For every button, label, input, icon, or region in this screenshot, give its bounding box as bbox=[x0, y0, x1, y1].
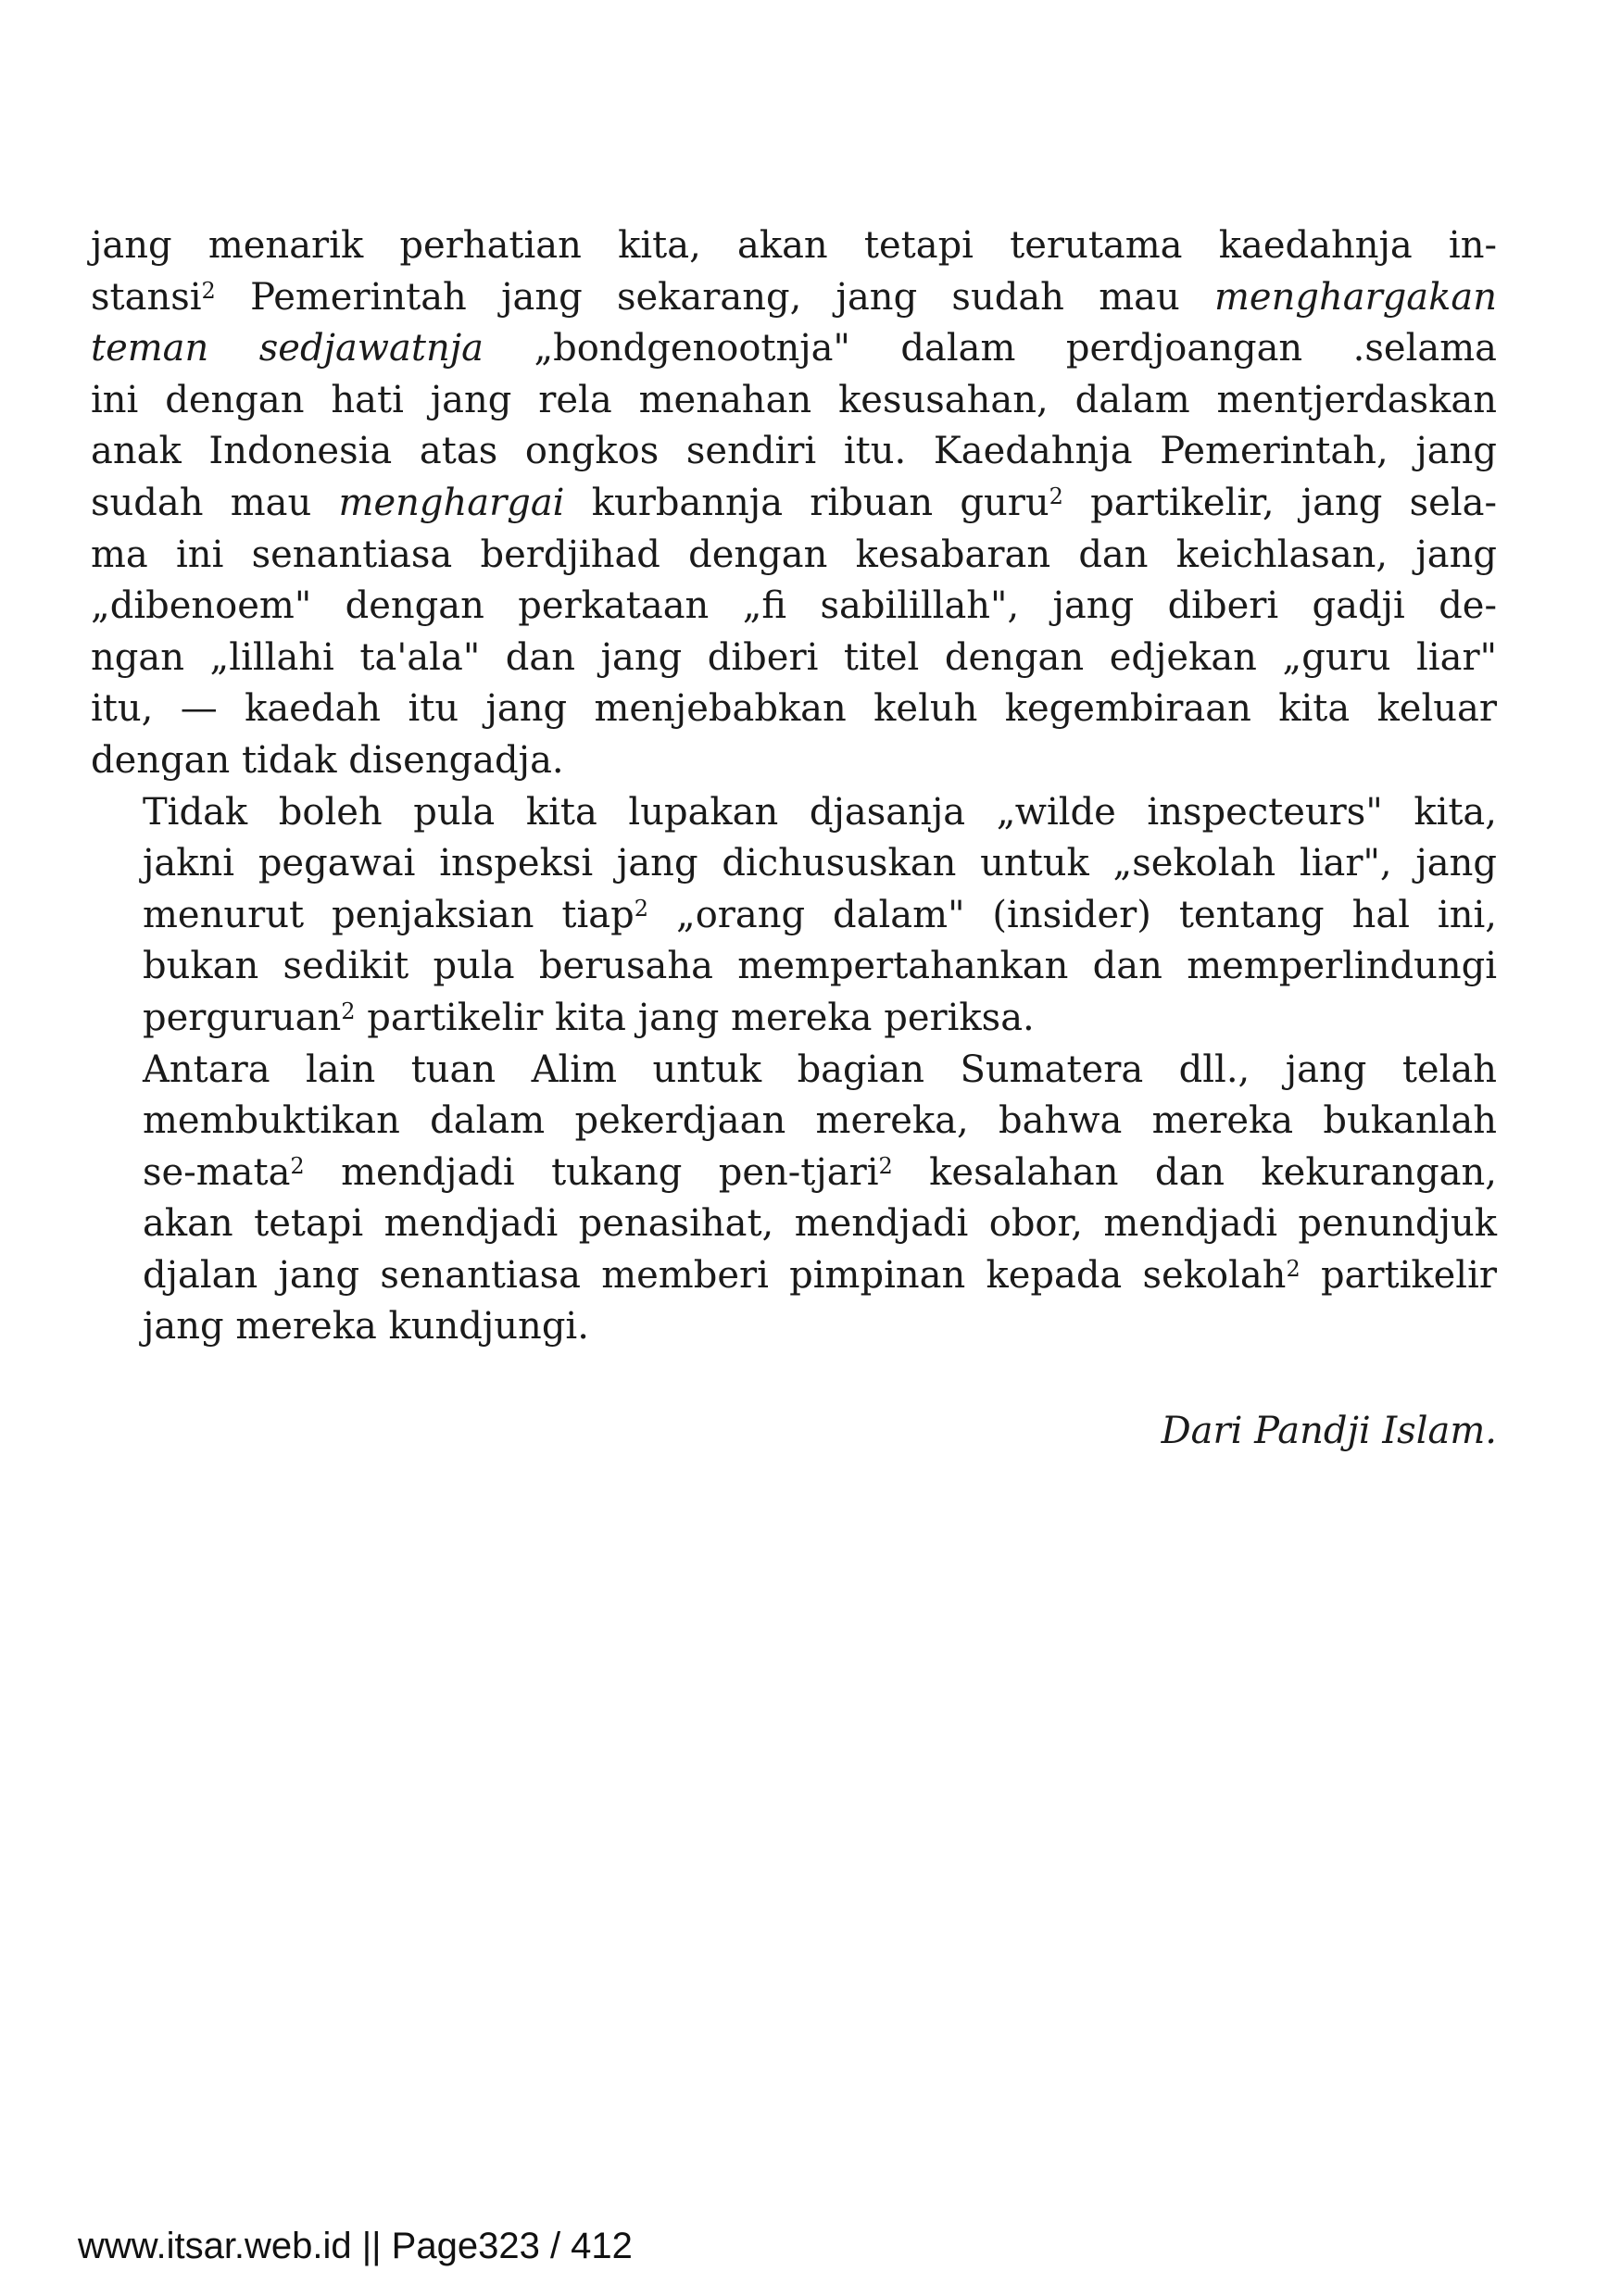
text-line: teman sedjawatnja „bondgenootnja" dalam perdjoangan .selama bbox=[91, 327, 1497, 370]
text-line: jakni pegawai inspeksi jang dichususkan untuk „sekolah liar", jang bbox=[143, 842, 1497, 885]
reduplication-mark: 2 bbox=[1049, 483, 1063, 509]
text-line: ngan „lillahi ta'ala" dan jang diberi titel dengan edjekan „guru liar" bbox=[91, 635, 1497, 679]
reduplication-mark: 2 bbox=[634, 895, 649, 922]
text-line: anak Indonesia atas ongkos sendiri itu. Kaedahnja Pemerintah, jang bbox=[91, 430, 1497, 473]
text-line: dengan tidak disengadja. bbox=[91, 738, 564, 782]
paragraph bbox=[91, 220, 1497, 787]
text-line: se-mata$^2$ mendjadi tukang pen-tjari$^2$ kesalahan dan kekurangan, bbox=[143, 1150, 1497, 1194]
text-line: jang mereka kundjungi. bbox=[143, 1305, 589, 1349]
text-line: menurut penjaksian tiap$^2$ „orang dalam" (insider) tentang hal ini, bbox=[143, 893, 1497, 936]
paragraph bbox=[91, 787, 1497, 1045]
reduplication-mark: 2 bbox=[290, 1152, 305, 1179]
text-line: akan tetapi mendjadi penasihat, mendjadi obor, mendjadi penundjuk bbox=[143, 1202, 1497, 1246]
text-line: „dibenoem" dengan perkataan „fi sabilillah", jang diberi gadji de- bbox=[91, 584, 1497, 628]
document-body bbox=[91, 220, 1497, 1353]
text-line: sudah mau menghargai kurbannja ribuan guru$^2$ partikelir, jang sela- bbox=[91, 481, 1497, 524]
text-line: jang menarik perhatian kita, akan tetapi terutama kaedahnja in- bbox=[91, 224, 1497, 267]
text-line: perguruan$^2$ partikelir kita jang mereka periksa. bbox=[143, 996, 1035, 1039]
text-line: bukan sedikit pula berusaha mempertahankan dan memperlindungi bbox=[143, 945, 1497, 988]
italic-term: menghargakan bbox=[1214, 275, 1497, 319]
text-line: itu, — kaedah itu jang menjebabkan keluh kegembiraan kita keluar bbox=[91, 687, 1497, 731]
reduplication-mark: 2 bbox=[201, 277, 216, 304]
italic-term: menghargai bbox=[338, 481, 565, 524]
text-line: ini dengan hati jang rela menahan kesusahan, dalam mentjerdaskan bbox=[91, 378, 1497, 421]
text-line: djalan jang senantiasa memberi pimpinan kepada sekolah$^2$ partikelir bbox=[143, 1253, 1497, 1297]
reduplication-mark: 2 bbox=[878, 1152, 893, 1179]
source-attribution: Dari Pandji Islam. bbox=[1161, 1410, 1497, 1452]
text-line: Tidak boleh pula kita lupakan djasanja „wilde inspecteurs" kita, bbox=[143, 790, 1497, 834]
text-line: membuktikan dalam pekerdjaan mereka, bahwa mereka bukanlah bbox=[143, 1099, 1497, 1143]
italic-term: teman sedjawatnja bbox=[91, 327, 484, 370]
paragraph bbox=[91, 1045, 1497, 1354]
reduplication-mark: 2 bbox=[1286, 1255, 1301, 1282]
text-line: Antara lain tuan Alim untuk bagian Sumatera dll., jang telah bbox=[143, 1048, 1497, 1091]
text-line: stansi$^2$ Pemerintah jang sekarang, jang sudah mau menghargakan bbox=[91, 275, 1497, 319]
page-footer: www.itsar.web.id || Page323 / 412 bbox=[78, 2226, 633, 2266]
reduplication-mark: 2 bbox=[341, 997, 356, 1024]
text-line: ma ini senantiasa berdjihad dengan kesabaran dan keichlasan, jang bbox=[91, 533, 1497, 576]
